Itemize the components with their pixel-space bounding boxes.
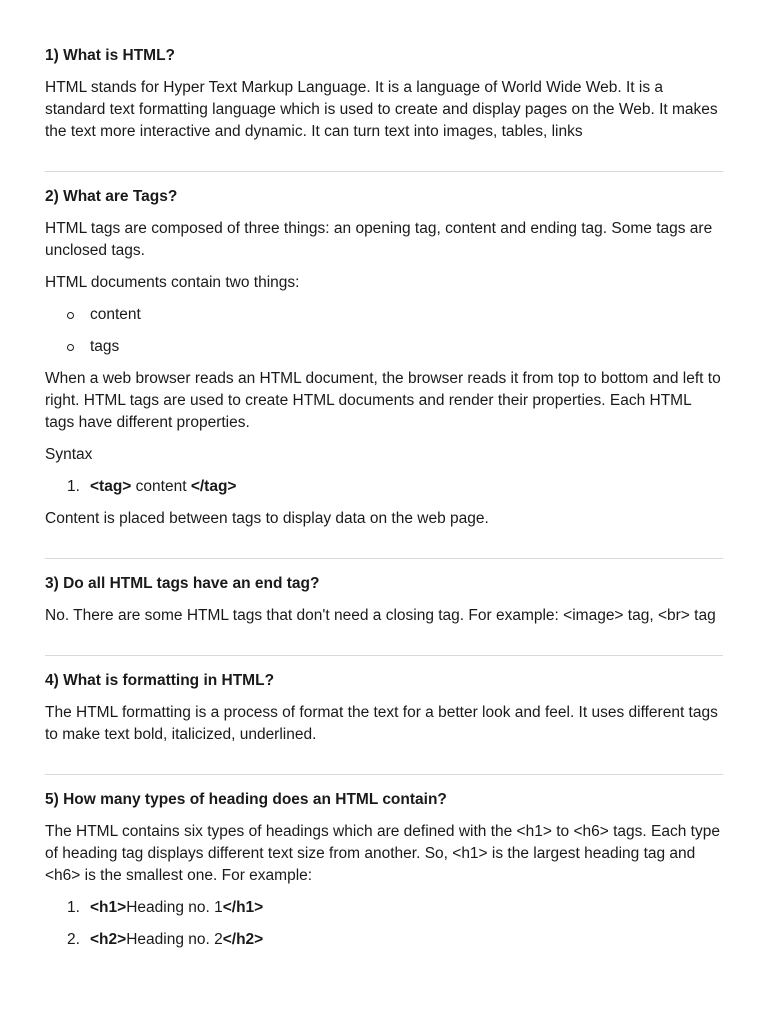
close-tag-code: </h2> [222, 931, 264, 948]
section-what-is-html [45, 45, 723, 143]
paragraph: No. There are some HTML tags that don't need a closing tag. For example: <image> tag, <br> tag [45, 607, 716, 624]
list-item [45, 336, 723, 358]
close-tag-code: </h1> [222, 899, 264, 916]
list-item-text: tags [90, 338, 120, 355]
section-title: 3) Do all HTML tags have an end tag? [45, 575, 320, 592]
list-item [45, 304, 723, 326]
list-number: 1. [67, 899, 80, 916]
paragraph: When a web browser reads an HTML document, the browser reads it from top to bottom and left to right. HTML tags are used to create HTML documents and render their properties. Each HTML tags have different properties. [45, 370, 721, 431]
heading-example-list [45, 897, 723, 951]
heading-text: Heading no. 1 [126, 899, 223, 916]
section-divider [45, 171, 723, 172]
heading-text: Heading no. 2 [126, 931, 223, 948]
list-item-text: content [90, 306, 141, 323]
hollow-bullet-icon [67, 344, 74, 351]
list-number: 2. [67, 931, 80, 948]
close-tag-code: </tag> [190, 478, 237, 495]
syntax-label: Syntax [45, 446, 93, 463]
section-title: 4) What is formatting in HTML? [45, 672, 275, 689]
section-headings [45, 789, 723, 951]
section-end-tag [45, 573, 723, 627]
tag-content-text: content [131, 478, 191, 495]
paragraph: The HTML contains six types of headings which are defined with the <h1> to <h6> tags. Each type of heading tag displays different text size from another. So, <h1> is the largest heading tag and <h6> is the smallest one. For example: [45, 823, 720, 884]
section-formatting [45, 670, 723, 746]
paragraph: Content is placed between tags to display data on the web page. [45, 510, 489, 527]
section-divider [45, 774, 723, 775]
open-tag-code: <h1> [90, 899, 127, 916]
section-title: 2) What are Tags? [45, 188, 178, 205]
paragraph: HTML documents contain two things: [45, 274, 300, 291]
section-title: 5) How many types of heading does an HTML contain? [45, 791, 447, 808]
list-item [45, 476, 723, 498]
syntax-list [45, 476, 723, 498]
hollow-bullet-icon [67, 312, 74, 319]
paragraph: HTML tags are composed of three things: an opening tag, content and ending tag. Some tags are unclosed tags. [45, 220, 713, 259]
list-item [45, 897, 723, 919]
section-what-are-tags [45, 186, 723, 530]
bullet-list [45, 304, 723, 358]
open-tag-code: <tag> [90, 478, 132, 495]
section-divider [45, 655, 723, 656]
list-item [45, 929, 723, 951]
section-title: 1) What is HTML? [45, 47, 176, 64]
paragraph: The HTML formatting is a process of format the text for a better look and feel. It uses different tags to make text bold, italicized, underlined. [45, 704, 718, 743]
open-tag-code: <h2> [90, 931, 127, 948]
paragraph: HTML stands for Hyper Text Markup Language. It is a language of World Wide Web. It is a standard text formatting language which is used to create and display pages on the Web. It makes the text more interactive and dynamic. It can turn text into images, tables, links [45, 79, 718, 140]
section-divider [45, 558, 723, 559]
list-number: 1. [67, 478, 80, 495]
